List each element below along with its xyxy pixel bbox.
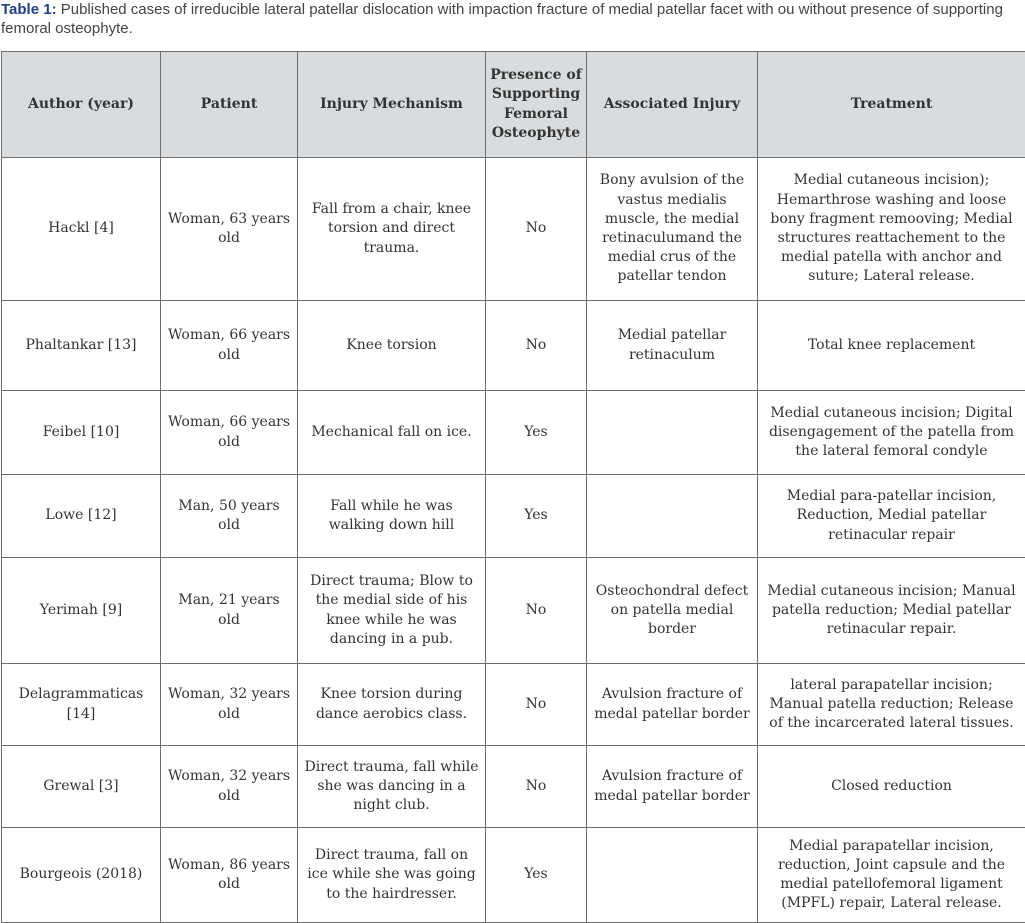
cell-associated-injury	[587, 828, 758, 923]
cell-author-year: Phaltankar [13]	[2, 301, 161, 391]
cell-author-year: Yerimah [9]	[2, 558, 161, 664]
published-cases-table	[1, 51, 1025, 923]
cell-femoral-osteophyte: Yes	[486, 828, 587, 923]
cell-treatment: Medial cutaneous incision; Digital disengagement of the patella from the lateral femoral condyle	[758, 391, 1025, 475]
table-row	[2, 746, 1025, 828]
header-associated-injury: Associated Injury	[587, 52, 758, 158]
header-row	[2, 52, 1025, 158]
table-row	[2, 391, 1025, 475]
header-author-year: Author (year)	[2, 52, 161, 158]
cell-injury-mechanism: Fall while he was walking down hill	[298, 475, 486, 558]
cell-associated-injury: Avulsion fracture of medal patellar border	[587, 664, 758, 746]
table-row	[2, 475, 1025, 558]
cell-injury-mechanism: Direct trauma, fall on ice while she was going to the hairdresser.	[298, 828, 486, 923]
cell-author-year: Delagrammaticas [14]	[2, 664, 161, 746]
cell-treatment: Medial cutaneous incision); Hemarthrose washing and loose bony fragment remooving; Medial structures reattachement to the medial patella with anchor and suture; Lateral release.	[758, 158, 1025, 301]
table-row	[2, 828, 1025, 923]
table-row	[2, 664, 1025, 746]
table-caption-label: Table 1:	[1, 1, 57, 18]
cell-femoral-osteophyte: No	[486, 746, 587, 828]
cell-author-year: Feibel [10]	[2, 391, 161, 475]
cell-femoral-osteophyte: No	[486, 558, 587, 664]
cell-author-year: Lowe [12]	[2, 475, 161, 558]
cell-femoral-osteophyte: No	[486, 664, 587, 746]
header-injury-mechanism: Injury Mechanism	[298, 52, 486, 158]
table-caption-text: Published cases of irreducible lateral patellar dislocation with impaction fracture of medial patellar facet with ou without presence of supporting femoral osteophyte.	[1, 1, 1003, 37]
cell-treatment: Closed reduction	[758, 746, 1025, 828]
cell-injury-mechanism: Direct trauma, fall while she was dancing in a night club.	[298, 746, 486, 828]
header-patient: Patient	[161, 52, 298, 158]
table-body	[2, 158, 1025, 923]
cell-associated-injury	[587, 475, 758, 558]
cell-author-year: Hackl [4]	[2, 158, 161, 301]
cell-patient: Man, 21 years old	[161, 558, 298, 664]
cell-associated-injury: Osteochondral defect on patella medial border	[587, 558, 758, 664]
cell-injury-mechanism: Knee torsion during dance aerobics class.	[298, 664, 486, 746]
table-caption	[1, 0, 1025, 38]
cell-injury-mechanism: Fall from a chair, knee torsion and direct trauma.	[298, 158, 486, 301]
cell-patient: Woman, 86 years old	[161, 828, 298, 923]
cell-femoral-osteophyte: Yes	[486, 391, 587, 475]
table-row	[2, 558, 1025, 664]
cell-femoral-osteophyte: No	[486, 158, 587, 301]
header-treatment: Treatment	[758, 52, 1025, 158]
table-header	[2, 52, 1025, 158]
table-row	[2, 301, 1025, 391]
header-femoral-osteophyte: Presence of Supporting Femoral Osteophyte	[486, 52, 587, 158]
cell-associated-injury: Avulsion fracture of medal patellar border	[587, 746, 758, 828]
cell-author-year: Bourgeois (2018)	[2, 828, 161, 923]
cell-treatment: Medial para-patellar incision, Reduction, Medial patellar retinacular repair	[758, 475, 1025, 558]
table-row	[2, 158, 1025, 301]
cell-treatment: lateral parapatellar incision; Manual patella reduction; Release of the incarcerated lateral tissues.	[758, 664, 1025, 746]
cell-injury-mechanism: Direct trauma; Blow to the medial side of his knee while he was dancing in a pub.	[298, 558, 486, 664]
cell-patient: Woman, 32 years old	[161, 664, 298, 746]
cell-injury-mechanism: Mechanical fall on ice.	[298, 391, 486, 475]
cell-treatment: Medial cutaneous incision; Manual patella reduction; Medial patellar retinacular repair.	[758, 558, 1025, 664]
cell-associated-injury	[587, 391, 758, 475]
cell-injury-mechanism: Knee torsion	[298, 301, 486, 391]
cell-treatment: Medial parapatellar incision, reduction, Joint capsule and the medial patellofemoral ligament (MPFL) repair, Lateral release.	[758, 828, 1025, 923]
cell-patient: Woman, 66 years old	[161, 301, 298, 391]
cell-femoral-osteophyte: No	[486, 301, 587, 391]
cell-patient: Woman, 63 years old	[161, 158, 298, 301]
cell-associated-injury: Bony avulsion of the vastus medialis muscle, the medial retinaculumand the medial crus of the patellar tendon	[587, 158, 758, 301]
cell-associated-injury: Medial patellar retinaculum	[587, 301, 758, 391]
cell-patient: Woman, 32 years old	[161, 746, 298, 828]
cell-author-year: Grewal [3]	[2, 746, 161, 828]
cell-patient: Woman, 66 years old	[161, 391, 298, 475]
cell-patient: Man, 50 years old	[161, 475, 298, 558]
cell-femoral-osteophyte: Yes	[486, 475, 587, 558]
cell-treatment: Total knee replacement	[758, 301, 1025, 391]
